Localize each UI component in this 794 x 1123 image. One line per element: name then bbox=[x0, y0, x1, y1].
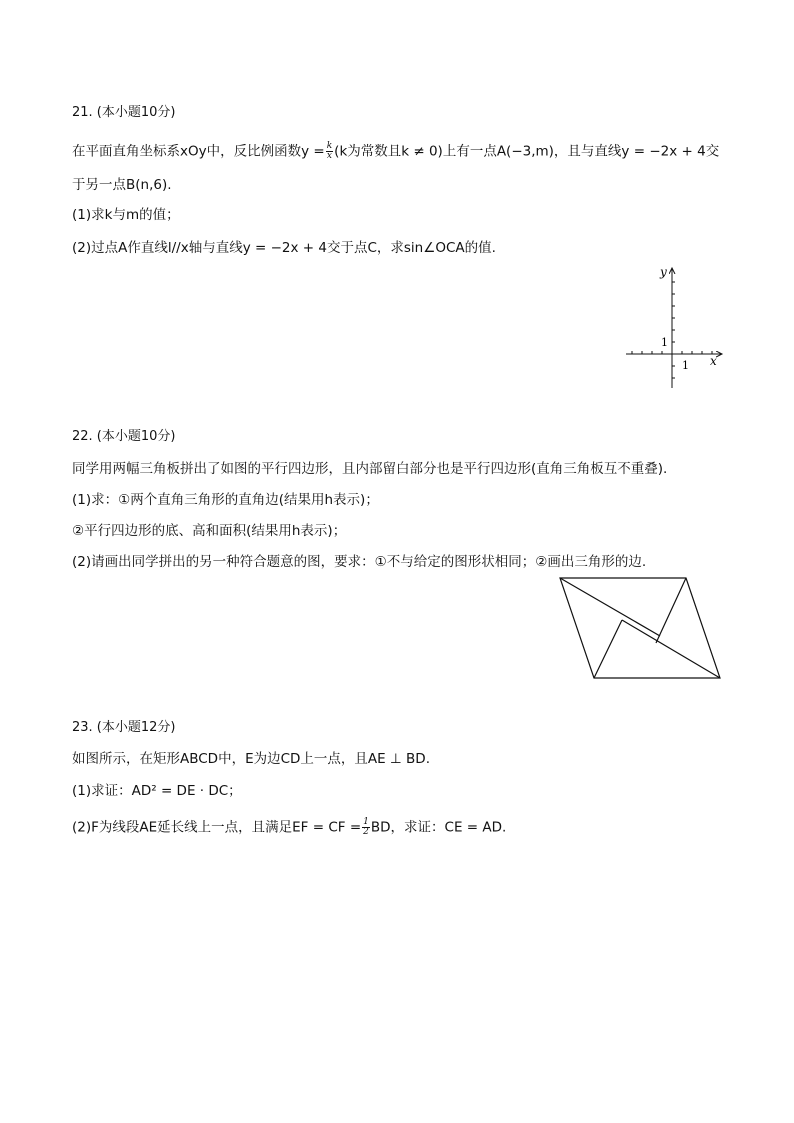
q21-part2: (2)过点A作直线l//x轴与直线y = −2x + 4交于点C，求sin∠OCA的值. bbox=[72, 240, 496, 256]
triangle1-leg bbox=[656, 578, 686, 643]
q23-part2 bbox=[72, 818, 506, 837]
q21-coordinate-graph bbox=[620, 262, 740, 392]
q21-frac-den: x bbox=[326, 151, 332, 161]
y-axis-label: y bbox=[660, 265, 667, 279]
q22-part1: (1)求：①两个直角三角形的直角边(结果用h表示)； bbox=[72, 492, 379, 508]
q21-part1: (1)求k与m的值； bbox=[72, 207, 180, 223]
x-axis-label: x bbox=[710, 354, 717, 368]
q22-part2: (2)请画出同学拼出的另一种符合题意的图，要求：①不与给定的图形状相同；②画出三角形的边. bbox=[72, 554, 647, 570]
x-tick-label: 1 bbox=[682, 359, 689, 372]
q23-heading: 23. (本小题12分) bbox=[72, 720, 176, 735]
outer-parallelogram bbox=[560, 578, 720, 678]
q21-heading: 21. (本小题10分) bbox=[72, 105, 176, 120]
q22-parallelogram-figure bbox=[558, 576, 728, 686]
y-tick-label: 1 bbox=[661, 336, 668, 349]
q23-stem: 如图所示，在矩形ABCD中，E为边CD上一点，且AE ⊥ BD. bbox=[72, 751, 430, 767]
q21-stem-part2: (k为常数且k ≠ 0)上有一点A(−3,m)，且与直线y = −2x + 4交 bbox=[334, 143, 720, 160]
triangle2-hypotenuse bbox=[622, 620, 720, 678]
q22-heading: 22. (本小题10分) bbox=[72, 429, 176, 444]
q21-stem-part1: 在平面直角坐标系xOy中，反比例函数y = bbox=[72, 143, 325, 160]
q22-stem: 同学用两幅三角板拼出了如图的平行四边形，且内部留白部分也是平行四边形(直角三角板互不重叠). bbox=[72, 461, 668, 477]
triangle2-leg bbox=[594, 620, 622, 678]
q22-part1b: ②平行四边形的底、高和面积(结果用h表示)； bbox=[72, 523, 347, 539]
q23-part2a: (2)F为线段AE延长线上一点，且满足EF = CF = bbox=[72, 819, 362, 836]
q23-frac-den: 2 bbox=[363, 827, 369, 837]
q23-part2b: BD，求证：CE = AD. bbox=[370, 819, 507, 836]
q23-part1: (1)求证：AD² = DE · DC； bbox=[72, 783, 242, 799]
q21-frac-num: k bbox=[326, 141, 333, 151]
q21-fraction bbox=[326, 142, 333, 161]
q21-stem-line2: 于另一点B(n,6). bbox=[72, 177, 172, 193]
q23-frac-num: 1 bbox=[363, 817, 369, 827]
q21-stem-line1 bbox=[72, 142, 719, 161]
q23-fraction bbox=[362, 818, 370, 837]
triangle1-hypotenuse bbox=[560, 578, 660, 636]
